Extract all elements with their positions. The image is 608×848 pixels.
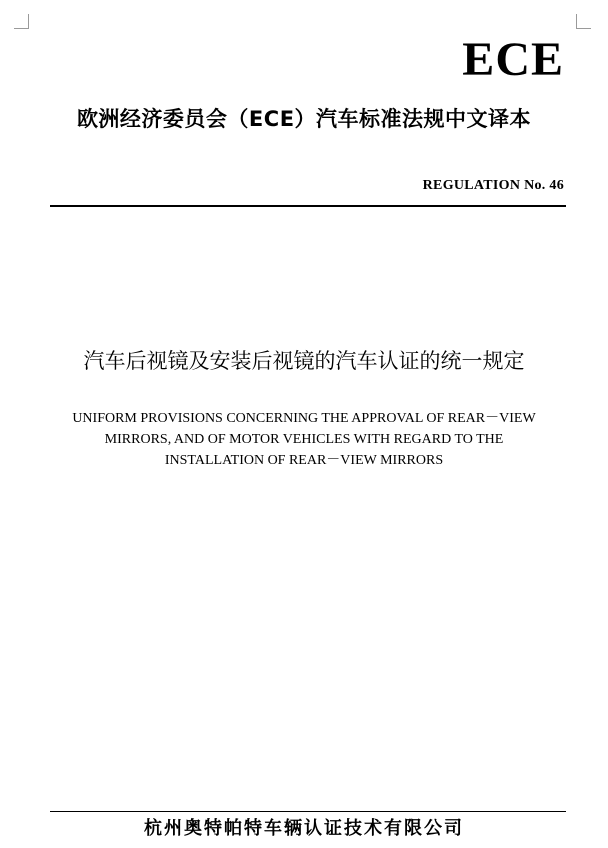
crop-mark-top-left — [14, 14, 29, 29]
document-title-english — [40, 408, 568, 471]
english-title-line-2: MIRRORS, AND OF MOTOR VEHICLES WITH REGARD TO THE — [104, 432, 504, 447]
company-name: 杭州奥特帕特车辆认证技术有限公司 — [144, 818, 464, 839]
header-divider — [50, 205, 566, 207]
regulation-number: REGULATION No. 46 — [422, 178, 564, 193]
footer-divider — [50, 811, 566, 812]
crop-mark-top-right — [576, 14, 591, 29]
english-title-line-1: UNIFORM PROVISIONS CONCERNING THE APPROVAL OF REAR－VIEW — [72, 411, 536, 426]
english-title-line-3: INSTALLATION OF REAR－VIEW MIRRORS — [164, 453, 444, 468]
organization-title: 欧洲经济委员会（ECE）汽车标准法规中文译本 — [76, 107, 532, 131]
document-title-chinese: 汽车后视镜及安装后视镜的汽车认证的统一规定 — [83, 349, 525, 373]
ece-logo: ECE — [462, 33, 564, 86]
